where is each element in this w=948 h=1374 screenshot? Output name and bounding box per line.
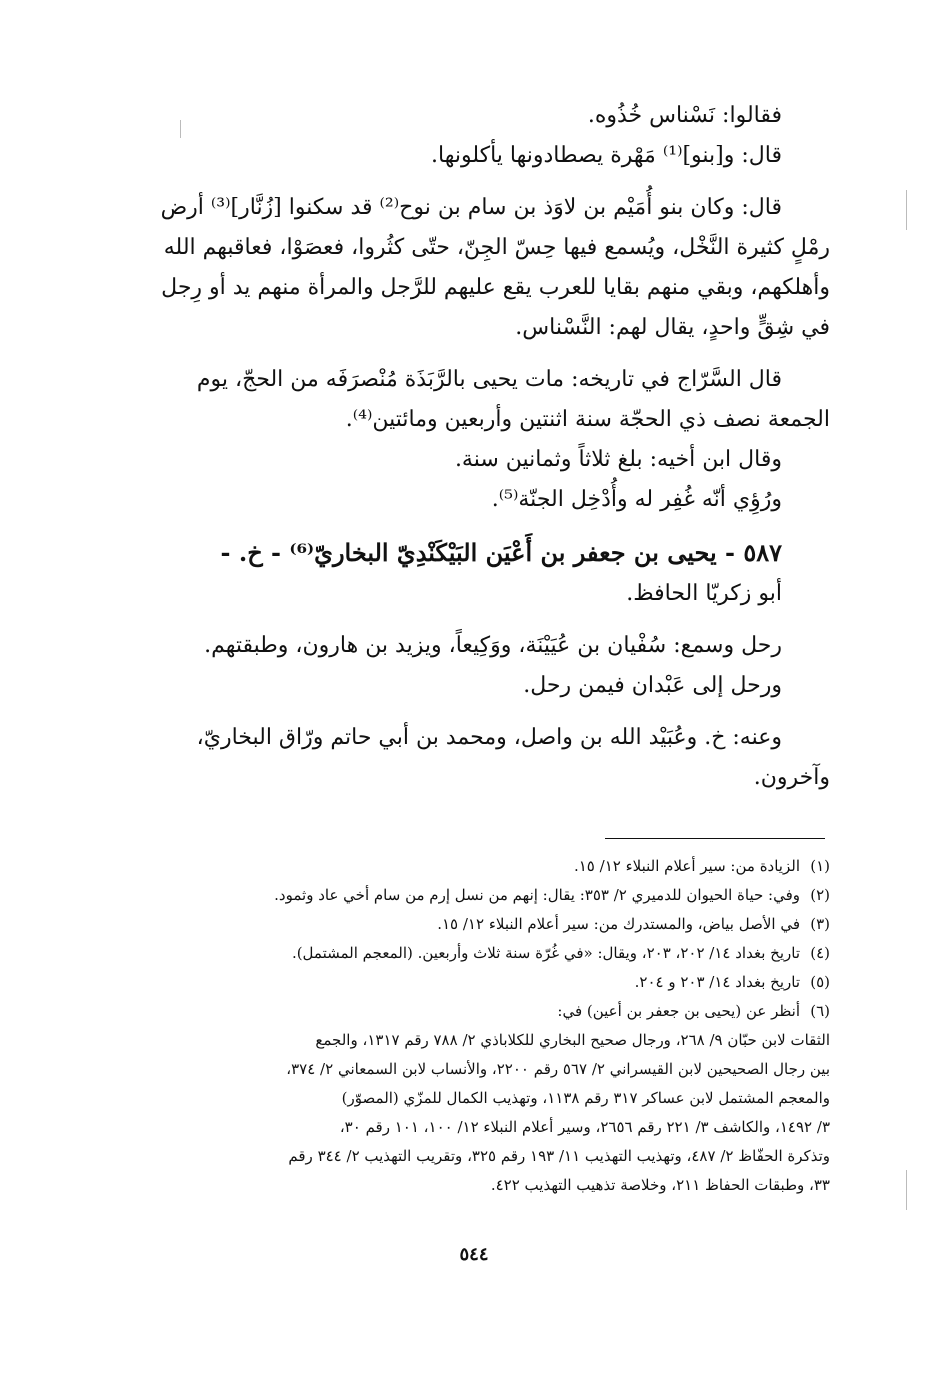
footnote-text: تاريخ بغداد ١٤/ ٢٠٢، ٢٠٣، ويقال: «في غُرّة سنة ثلاث وأربعين. (المعجم المشتمل). — [291, 944, 800, 962]
text-line: قال: و[بنو]⁽¹⁾ مَهْرة يصطادونها يأكلونها. — [431, 143, 782, 168]
footnote-continuation: الثقات لابن حبّان ٩/ ٢٦٨، ورجال صحيح البخاري للكلاباذي ٢/ ٧٨٨ رقم ١٣١٧، والجمع — [315, 1031, 830, 1049]
scan-mark — [906, 190, 907, 230]
footnote-number: (٥) — [810, 973, 830, 991]
text-line: رمْلٍ كثيرة النَّخْل، ويُسمع فيها حِسّ الجِنّ، حتّى كثُروا، فعصَوْا، فعاقبهم الله — [163, 235, 830, 260]
paragraph-gap — [118, 520, 830, 532]
footnote-continuation: ٣٣، وطبقات الحفاظ ٢١١، وخلاصة تذهيب التهذيب ٤٢٢. — [490, 1176, 830, 1194]
text-line: قال: وكان بنو أُمَيْم بن لاوَذ بن سام بن نوح⁽²⁾ قد سكنوا [زُنَّار]⁽³⁾ أرض — [160, 195, 782, 220]
entry-heading: ٥٨٧ - يحيى بن جعفر بن أَعْيَن البَيْكَنْدِيّ البخاريّ⁽⁶⁾ - خ. - — [220, 538, 782, 567]
footnote-separator — [605, 838, 825, 839]
footnote — [108, 939, 830, 968]
footnote-continuation: والمعجم المشتمل لابن عساكر ٣١٧ رقم ١١٣٨، وتهذيب الكمال للمزّي (المصوّر) — [341, 1089, 830, 1107]
text-line: وقال ابن أخيه: بلغ ثلاثاً وثمانين سنة. — [454, 447, 782, 472]
text-line: قال السَّرّاج في تاريخه: مات يحيى بالرَّبَذَة مُنْصرَفَه من الحجّ، يوم — [196, 367, 782, 392]
paragraph-gap — [118, 348, 830, 360]
page-number: ٥٤٤ — [459, 1244, 489, 1265]
footnotes — [108, 852, 830, 1200]
footnote-number: (٢) — [810, 886, 830, 904]
footnote-continuation: بين رجال الصحيحين لابن القيسراني ٢/ ٥٦٧ رقم ٢٢٠٠، والأنساب لابن السمعاني ٢/ ٣٧٤، — [286, 1060, 830, 1078]
paragraph-gap — [118, 614, 830, 626]
text-line: الجمعة نصف ذي الحجّة سنة اثنتين وأربعين ومائتين⁽⁴⁾. — [345, 407, 830, 432]
text-line: ورُؤِي أنّه غُفِر له وأُدْخِل الجنّة⁽⁵⁾. — [491, 487, 782, 512]
footnote-text: في الأصل بياض، والمستدرك من: سير أعلام النبلاء ١٢/ ١٥. — [437, 915, 800, 933]
footnote — [108, 910, 830, 939]
text-line: رحل وسمع: سُفْيان بن عُيَيْنَة، ووَكِيعاً، ويزيد بن هارون، وطبقتهم. — [204, 633, 782, 658]
footnote-number: (١) — [810, 857, 830, 875]
footnote-number: (٦) — [810, 1002, 830, 1020]
footnote-number: (٣) — [810, 915, 830, 933]
text-line: في شِقٍّ واحدٍ، يقال لهم: النَّسْناس. — [515, 315, 830, 340]
scan-mark — [180, 120, 181, 138]
footnote-continuation: ٣/ ١٤٩٢، والكاشف ٣/ ٢٢١ رقم ٢٦٥٦، وسير أعلام النبلاء ١٢/ ١٠٠، ١٠١ رقم ٣٠، — [339, 1118, 830, 1136]
text-line: وعنه: خ. وعُبَيْد الله بن واصل، ومحمد بن أبي حاتم ورّاق البخاريّ، — [196, 725, 782, 750]
text-line: فقالوا: نَسْناس خُذُوه. — [587, 103, 782, 128]
main-text — [118, 96, 830, 798]
text-line: وآخرون. — [753, 765, 830, 790]
footnote-text: الزيادة من: سير أعلام النبلاء ١٢/ ١٥. — [573, 857, 800, 875]
paragraph-gap — [118, 706, 830, 718]
footnote-text: أنظر عن (يحيى بن جعفر بن أعين) في: — [557, 1002, 800, 1020]
footnote-text: تاريخ بغداد ١٤/ ٢٠٣ و ٢٠٤. — [634, 973, 800, 991]
scan-mark — [906, 1170, 907, 1210]
footnote — [108, 852, 830, 881]
text-line: ورحل إلى عَبْدان فيمن رحل. — [523, 673, 782, 698]
footnote — [108, 881, 830, 910]
footnote-number: (٤) — [810, 944, 830, 962]
text-line: وأهلكهم، وبقي منهم بقايا للعرب يقع عليهم للرَّجل والمرأة منهم يد أو رِجل — [161, 275, 830, 300]
text-line: أبو زكريّا الحافظ. — [626, 581, 782, 606]
footnote — [108, 997, 830, 1026]
footnote-text: وفي: حياة الحيوان للدميري ٢/ ٣٥٣: يقال: إنهم من نسل إرم من سام أخي عاد وثمود. — [274, 886, 800, 904]
footnote-continuation: وتذكرة الحفّاظ ٢/ ٤٨٧، وتهذيب التهذيب ١١/ ١٩٣ رقم ٣٢٥، وتقريب التهذيب ٢/ ٣٤٤ رقم — [288, 1147, 830, 1165]
footnote — [108, 968, 830, 997]
paragraph-gap — [118, 176, 830, 188]
